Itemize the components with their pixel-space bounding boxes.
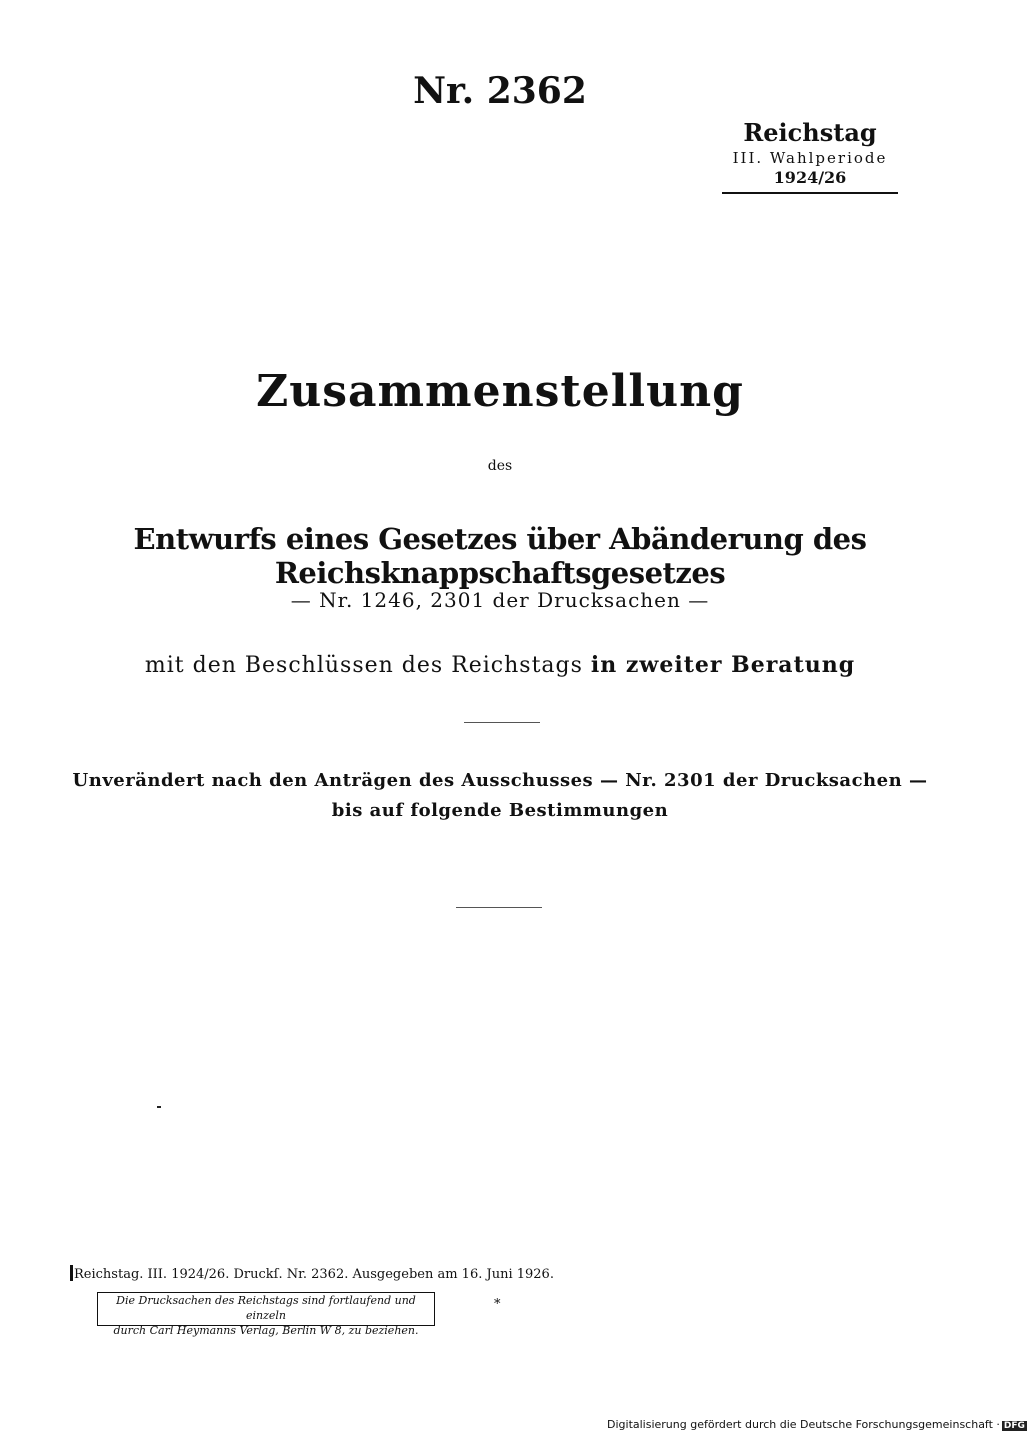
digitization-credit bbox=[607, 1418, 1027, 1431]
publisher-line-1: Die Drucksachen des Reichstags sind fortlaufend und einzeln bbox=[116, 1294, 416, 1322]
section-divider bbox=[464, 722, 540, 723]
session-underline bbox=[722, 192, 898, 194]
publisher-line-2: durch Carl Heymanns Verlag, Berlin W 8, zu beziehen. bbox=[113, 1324, 419, 1337]
section-divider bbox=[456, 907, 542, 908]
session-years: 1924/26 bbox=[773, 168, 847, 187]
resolution-line bbox=[0, 652, 1000, 678]
session-box bbox=[722, 118, 898, 194]
amendment-note bbox=[0, 766, 1000, 826]
title-connector: des bbox=[487, 458, 513, 474]
imprint-text: Reichstag. III. 1924/26. Druckſ. Nr. 2362. Ausgegeben am 16. Juni 1926. bbox=[74, 1267, 554, 1282]
resolution-emphasis: in zweiter Beratung bbox=[590, 652, 856, 678]
bill-subject: Entwurfs eines Gesetzes über Abänderung des Reichsknappschaftsgesetzes bbox=[133, 522, 867, 590]
page-title: Zusammenstellung bbox=[256, 366, 744, 417]
digitization-credit-text: Digitalisierung gefördert durch die Deutsche Forschungsgemeinschaft · bbox=[607, 1418, 1000, 1431]
amendment-note-line-2: bis auf folgende Bestimmungen bbox=[331, 800, 669, 821]
star-mark: * bbox=[494, 1297, 501, 1312]
margin-bar bbox=[70, 1265, 73, 1281]
imprint-line bbox=[70, 1265, 554, 1282]
margin-mark bbox=[157, 1106, 161, 1108]
amendment-note-line-1: Unverändert nach den Anträgen des Ausschusses — Nr. 2301 der Drucksachen — bbox=[72, 770, 928, 791]
document-number: Nr. 2362 bbox=[413, 70, 587, 112]
dfg-logo: DFG bbox=[1003, 1421, 1025, 1431]
resolution-prefix: mit den Beschlüssen des Reichstags bbox=[144, 653, 583, 678]
publisher-notice-box bbox=[97, 1292, 435, 1337]
document-references: — Nr. 1246, 2301 der Drucksachen — bbox=[290, 588, 710, 612]
session-body: Reichstag bbox=[743, 118, 877, 147]
session-period: III. Wahlperiode bbox=[732, 149, 888, 167]
